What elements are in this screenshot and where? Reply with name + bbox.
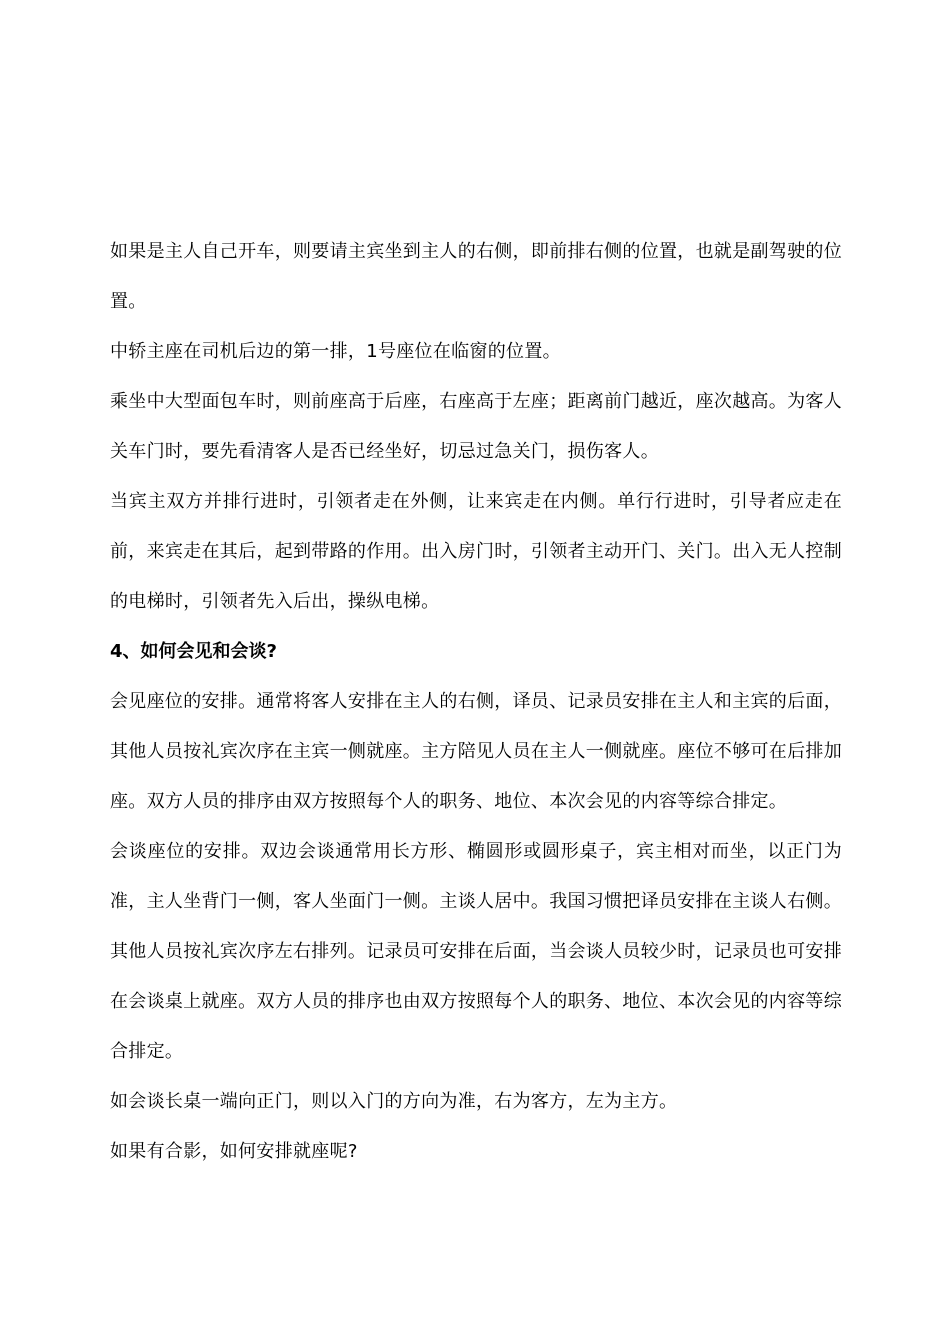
paragraph-group-photo: 如果有合影，如何安排就座呢?: [110, 1141, 358, 1162]
paragraph-long-table: 如会谈长桌一端向正门，则以入门的方向为准，右为客方，左为主方。: [110, 1091, 678, 1112]
paragraph-driver-seat: 如果是主人自己开车，则要请主宾坐到主人的右侧，即前排右侧的位置，也就是副驾驶的位置。: [110, 241, 842, 312]
paragraph-sedan-seat: 中轿主座在司机后边的第一排，1号座位在临窗的位置。: [110, 341, 561, 362]
paragraph-meeting-seats: 会见座位的安排。通常将客人安排在主人的右侧，译员、记录员安排在主人和主宾的后面，其他人员按礼宾次序在主宾一侧就座。主方陪见人员在主人一侧就座。座位不够可在后排加座。双方人员的排序由双方按照每个人的职务、地位、本次会见的内容等综合排定。: [110, 691, 842, 812]
paragraph-minibus-seat: 乘坐中大型面包车时，则前座高于后座，右座高于左座；距离前门越近，座次越高。为客人关车门时，要先看清客人是否已经坐好，切忌过急关门，损伤客人。: [110, 391, 842, 462]
paragraph-walking-guide: 当宾主双方并排行进时，引领者走在外侧，让来宾走在内侧。单行行进时，引导者应走在前，来宾走在其后，起到带路的作用。出入房门时，引领者主动开门、关门。出入无人控制的电梯时，引领者先入后出，操纵电梯。: [110, 491, 842, 612]
section-heading: 4、如何会见和会谈?: [110, 641, 277, 662]
document-body: [110, 227, 842, 1177]
paragraph-talks-seats: 会谈座位的安排。双边会谈通常用长方形、椭圆形或圆形桌子，宾主相对而坐，以正门为准，主人坐背门一侧，客人坐面门一侧。主谈人居中。我国习惯把译员安排在主谈人右侧。其他人员按礼宾次序左右排列。记录员可安排在后面，当会谈人员较少时，记录员也可安排在会谈桌上就座。双方人员的排序也由双方按照每个人的职务、地位、本次会见的内容等综合排定。: [110, 841, 842, 1062]
